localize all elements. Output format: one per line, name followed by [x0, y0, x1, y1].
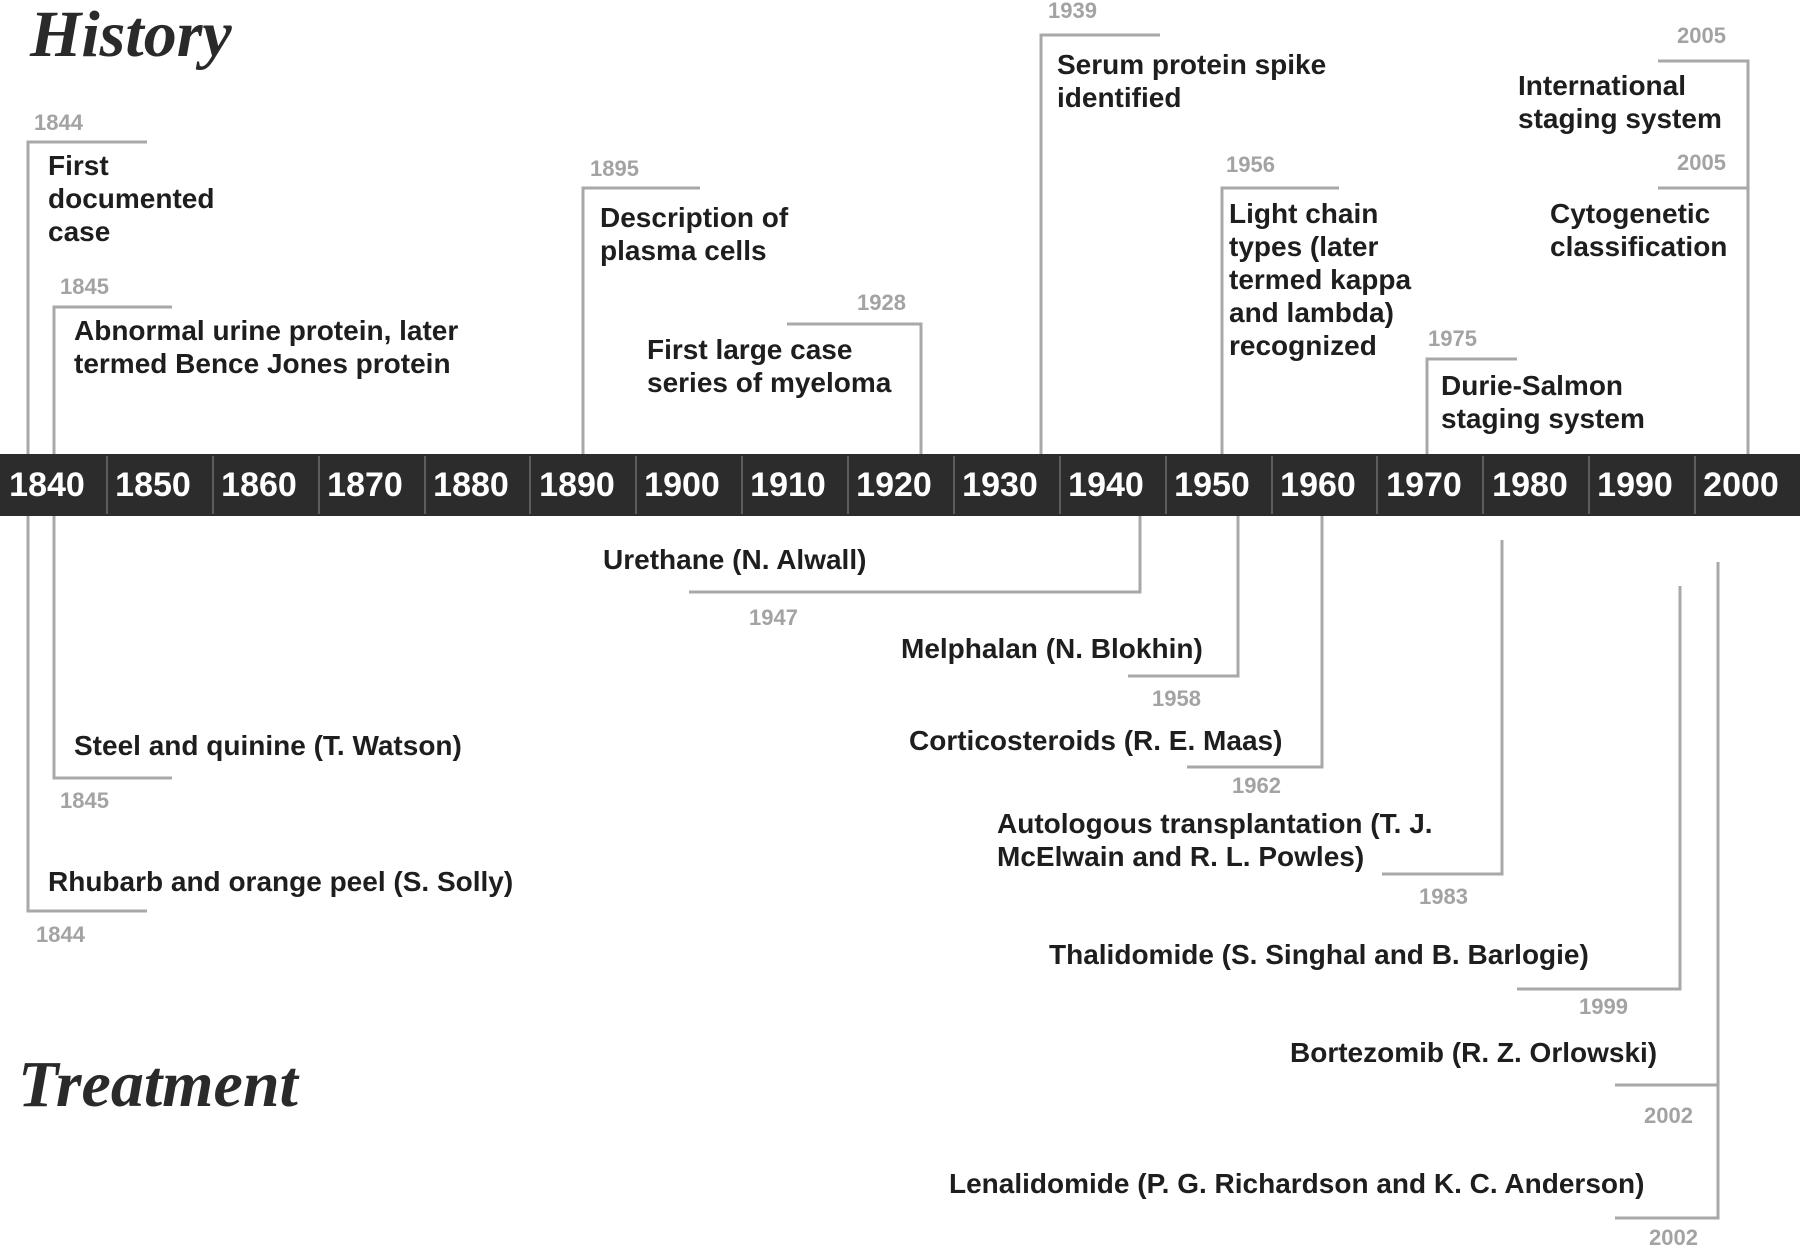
treatment-event-label: Autologous transplantation (T. J. McElwain and R. L. Powles): [997, 808, 1433, 872]
decade-label-1880: 1880: [433, 466, 509, 504]
decade-label-1930: 1930: [962, 466, 1038, 504]
decade-label-1910: 1910: [750, 466, 826, 504]
treatment-year: 1844: [36, 922, 85, 947]
history-event-label: First large case series of myeloma: [647, 334, 892, 398]
decade-label-1940: 1940: [1068, 466, 1144, 504]
treatment-title: Treatment: [18, 1048, 298, 1121]
decade-label-1980: 1980: [1492, 466, 1568, 504]
history-year: 2005: [1677, 23, 1726, 48]
treatment-year: 1999: [1579, 994, 1628, 1019]
history-year: 1928: [857, 290, 906, 315]
decade-label-1960: 1960: [1280, 466, 1356, 504]
treatment-event-label: Thalidomide (S. Singhal and B. Barlogie): [1049, 939, 1589, 970]
treatment-event-label: Bortezomib (R. Z. Orlowski): [1290, 1037, 1658, 1068]
history-event-label: International staging system: [1518, 70, 1722, 134]
decade-label-1920: 1920: [856, 466, 932, 504]
treatment-year: 2002: [1644, 1103, 1693, 1128]
history-year: 1844: [34, 110, 83, 135]
decade-label-1970: 1970: [1386, 466, 1462, 504]
decade-label-1860: 1860: [221, 466, 297, 504]
history-event-label: Durie-Salmon staging system: [1441, 370, 1645, 434]
history-year: 1845: [60, 274, 109, 299]
treatment-event-label: Urethane (N. Alwall): [603, 544, 867, 575]
history-event-label: First documented case: [48, 150, 215, 247]
treatment-year: 1958: [1152, 686, 1201, 711]
treatment-event-label: Steel and quinine (T. Watson): [74, 730, 462, 761]
history-year: 1895: [590, 156, 639, 181]
history-title: History: [30, 0, 232, 71]
history-year: 1956: [1226, 152, 1275, 177]
decade-label-1990: 1990: [1597, 466, 1673, 504]
decade-label-1850: 1850: [115, 466, 191, 504]
history-event-label: Cytogenetic classification: [1550, 198, 1728, 262]
history-year: 1939: [1048, 0, 1097, 23]
treatment-year: 1983: [1419, 884, 1468, 909]
connector-treatment-1844: [28, 516, 147, 911]
treatment-event-label: Rhubarb and orange peel (S. Solly): [48, 866, 514, 897]
connector-treatment-1999: [1517, 586, 1680, 989]
decade-label-1870: 1870: [327, 466, 403, 504]
treatment-year: 1962: [1232, 773, 1281, 798]
decade-label-1840: 1840: [9, 466, 85, 504]
history-event-label: Description of plasma cells: [600, 202, 789, 266]
history-year: 2005: [1677, 150, 1726, 175]
decade-label-1900: 1900: [644, 466, 720, 504]
decade-label-2000: 2000: [1703, 466, 1779, 504]
history-event-label: Light chain types (later termed kappa and lambda) recognized: [1229, 198, 1412, 361]
treatment-year: 1845: [60, 788, 109, 813]
history-event-label: Serum protein spike identified: [1057, 49, 1327, 113]
treatment-event-label: Lenalidomide (P. G. Richardson and K. C. Anderson): [949, 1168, 1645, 1199]
decade-label-1950: 1950: [1174, 466, 1250, 504]
treatment-year: 1947: [749, 605, 798, 630]
history-event-label: Abnormal urine protein, later termed Bence Jones protein: [74, 315, 459, 379]
treatment-event-label: Corticosteroids (R. E. Maas): [909, 725, 1283, 756]
decade-label-1890: 1890: [539, 466, 615, 504]
treatment-event-label: Melphalan (N. Blokhin): [901, 633, 1203, 664]
treatment-year: 2002: [1649, 1225, 1698, 1247]
history-year: 1975: [1428, 326, 1477, 351]
